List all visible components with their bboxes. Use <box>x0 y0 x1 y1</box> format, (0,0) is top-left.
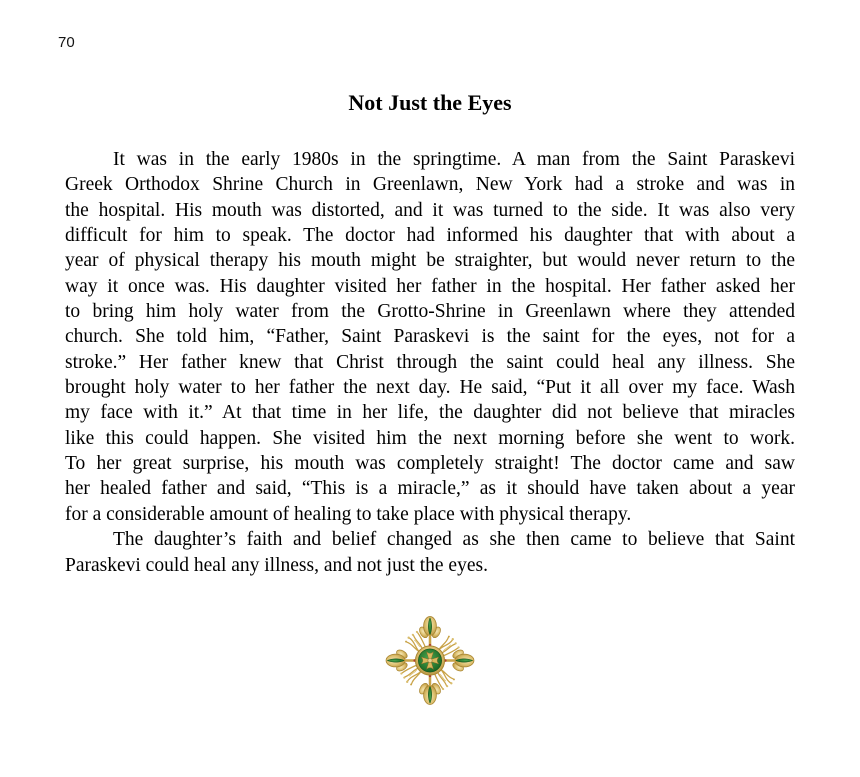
page-number: 70 <box>58 34 75 51</box>
page-title: Not Just the Eyes <box>348 90 512 115</box>
text-line: to bring him holy water from the Grotto-Shrine in Greenlawn where they attended <box>65 301 795 323</box>
text-line: Paraskevi could heal any illness, and not just the eyes. <box>65 554 488 576</box>
text-line: like this could happen. She visited him the next morning before she went to work. <box>65 427 795 449</box>
text-line: her healed father and said, “This is a miracle,” as it should have taken about a year <box>65 478 795 500</box>
text-line: difficult for him to speak. The doctor had informed his daughter that with about a <box>65 225 795 247</box>
text-line: the hospital. His mouth was distorted, and it was turned to the side. It was also very <box>65 199 795 221</box>
text-line: stroke.” Her father knew that Christ through the saint could heal any illness. She <box>65 351 795 373</box>
text-line: way it once was. His daughter visited her father in the hospital. Her father asked her <box>65 275 795 297</box>
text-line: my face with it.” At that time in her life, the daughter did not believe that miracles <box>65 402 795 424</box>
text-line: To her great surprise, his mouth was completely straight! The doctor came and saw <box>65 453 795 475</box>
body-text <box>65 147 795 578</box>
decorative-cross-ornament <box>381 612 479 709</box>
text-line: brought holy water to her father the next day. He said, “Put it all over my face. Wash <box>65 377 795 399</box>
text-line: for a considerable amount of healing to take place with physical therapy. <box>65 503 632 525</box>
text-line: year of physical therapy his mouth might be straighter, but would never return to the <box>65 250 795 272</box>
text-line: Greek Orthodox Shrine Church in Greenlawn, New York had a stroke and was in <box>65 174 795 196</box>
gold-filigree-cross-icon <box>381 612 479 709</box>
text-line: The daughter’s faith and belief changed as she then came to believe that Saint <box>113 529 795 551</box>
text-line: church. She told him, “Father, Saint Paraskevi is the saint for the eyes, not for a <box>65 326 795 348</box>
text-line: It was in the early 1980s in the springtime. A man from the Saint Paraskevi <box>113 149 795 170</box>
